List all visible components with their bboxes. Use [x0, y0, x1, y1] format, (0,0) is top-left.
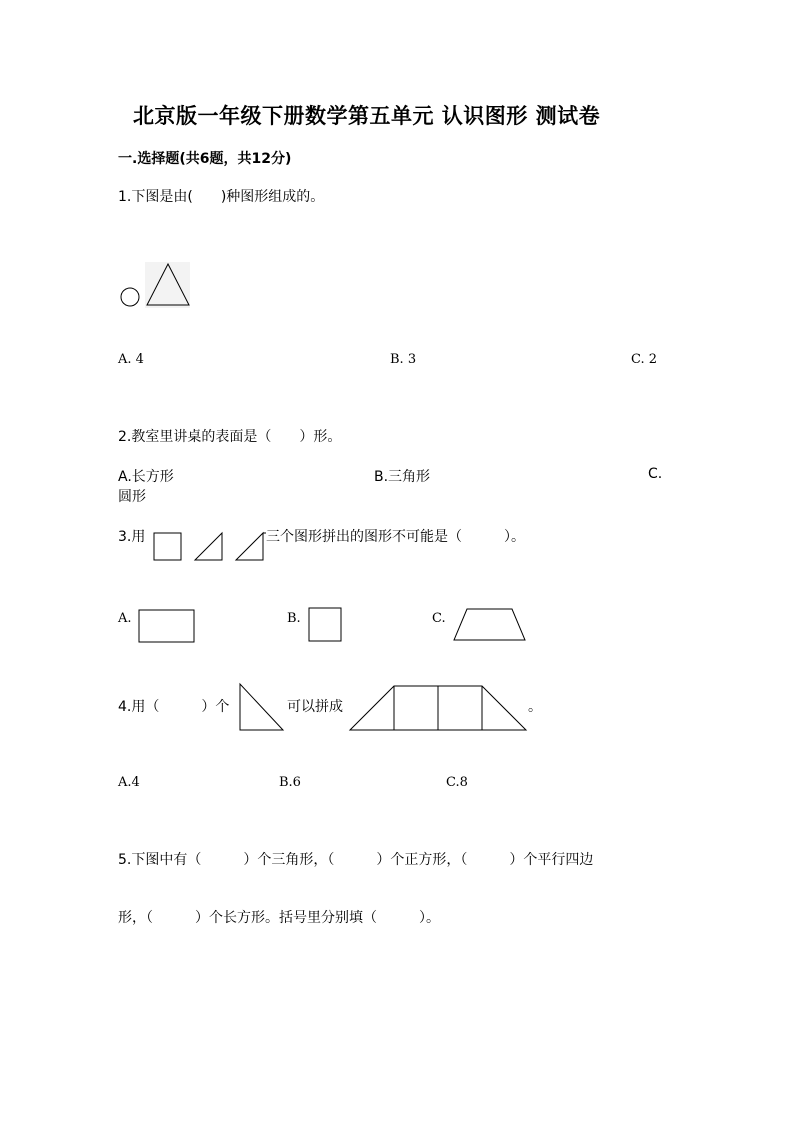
question-4-option-b[interactable]: B.6 [279, 775, 301, 790]
square-piece [154, 533, 181, 560]
question-4-target-figure [348, 684, 528, 734]
question-2-option-a[interactable]: A.长方形 [118, 469, 174, 485]
question-3-option-b[interactable]: B. [287, 611, 301, 626]
question-3-text-end: 三个图形拼出的图形不可能是（ ）。 [266, 529, 525, 545]
right-triangle-piece-2 [236, 533, 263, 560]
question-4-option-c[interactable]: C.8 [446, 775, 468, 790]
question-4-option-a[interactable]: A.4 [118, 775, 140, 790]
question-5-line-1: 5.下图中有（ ）个三角形，（ ）个正方形，（ ）个平行四边 [118, 852, 594, 868]
question-2-option-c[interactable]: C. [648, 466, 663, 482]
question-1-text: 1.下图是由( )种图形组成的。 [118, 189, 325, 205]
question-3-text-start: 3.用 [118, 529, 146, 545]
question-2-option-c-text: 圆形 [118, 489, 146, 505]
question-4-text-mid: 可以拼成 [287, 699, 343, 715]
page-title: 北京版一年级下册数学第五单元 认识图形 测试卷 [133, 104, 601, 128]
question-1-option-a[interactable]: A. 4 [118, 352, 144, 367]
question-4-text-start: 4.用（ ）个 [118, 699, 230, 715]
question-4-triangle-piece [236, 682, 286, 732]
question-3-option-c[interactable]: C. [432, 611, 446, 626]
question-3-option-b-square [306, 606, 346, 646]
right-triangle-piece [195, 533, 222, 560]
question-2-text: 2.教室里讲桌的表面是（ ）形。 [118, 429, 342, 445]
question-3-option-a[interactable]: A. [118, 611, 132, 626]
question-3-option-c-trapezoid [450, 606, 530, 646]
question-5-line-2: 形，（ ）个长方形。括号里分别填（ ）。 [118, 910, 440, 926]
section-heading: 一.选择题(共6题，共12分) [118, 151, 292, 167]
question-3-pieces [150, 526, 280, 566]
question-4-text-end: 。 [528, 699, 542, 715]
question-3-option-a-rectangle [138, 608, 198, 644]
circle-shape [121, 288, 139, 306]
question-1-option-b[interactable]: B. 3 [390, 352, 417, 367]
question-1-figure [118, 260, 198, 310]
question-2-option-b[interactable]: B.三角形 [374, 469, 431, 485]
question-1-option-c[interactable]: C. 2 [631, 352, 658, 367]
